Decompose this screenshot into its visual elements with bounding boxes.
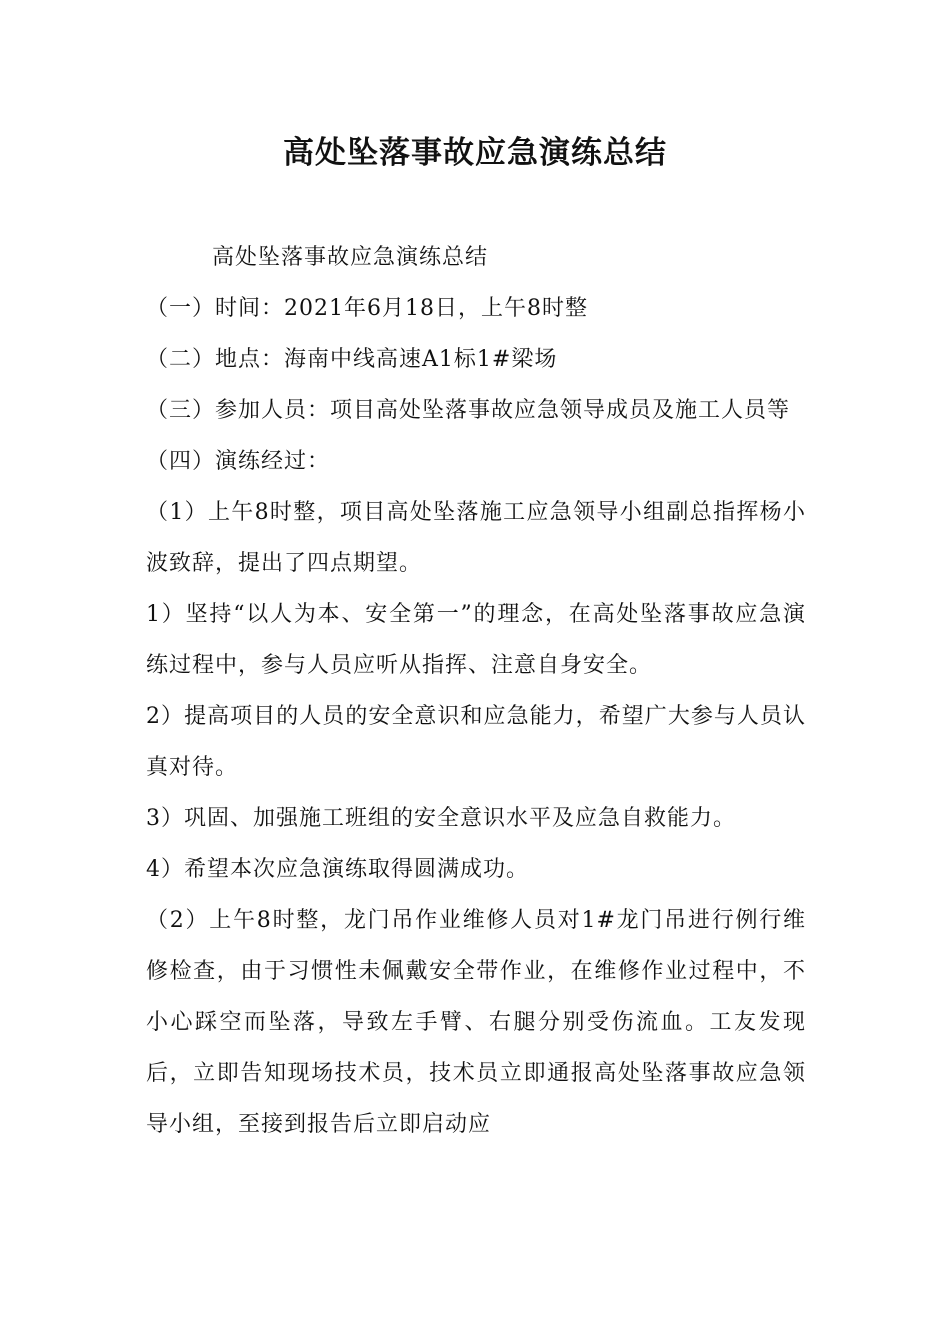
paragraph-participants: （三）参加人员：项目高处坠落事故应急领导成员及施工人员等 — [146, 398, 791, 423]
paragraph-expectation-4: 4）希望本次应急演练取得圆满成功。 — [146, 857, 529, 882]
subtitle-paragraph: 高处坠落事故应急演练总结 — [212, 245, 489, 270]
document-title: 高处坠落事故应急演练总结 — [283, 135, 667, 171]
paragraph-expectation-1: 1）坚持“以人为本、安全第一”的理念，在高处坠落事故应急演练过程中，参与人员应听从指挥、注意自身安全。 — [146, 602, 806, 678]
paragraph-step-1: （1）上午8时整，项目高处坠落施工应急领导小组副总指挥杨小波致辞，提出了四点期望。 — [146, 500, 806, 576]
paragraph-expectation-3: 3）巩固、加强施工班组的安全意识水平及应急自救能力。 — [146, 806, 736, 831]
paragraph-expectation-2: 2）提高项目的人员的安全意识和应急能力，希望广大参与人员认真对待。 — [146, 704, 806, 780]
paragraph-time: （一）时间：2021年6月18日，上午8时整 — [146, 296, 588, 321]
paragraph-process-heading: （四）演练经过： — [146, 449, 331, 474]
paragraph-step-2: （2）上午8时整，龙门吊作业维修人员对1#龙门吊进行例行维修检查，由于习惯性未佩戴安全带作业，在维修作业过程中，不小心踩空而坠落，导致左手臂、右腿分别受伤流血。工友发现后，立即告知现场技术员，技术员立即通报高处坠落事故应急领导小组，至接到报告后立即启动应 — [146, 908, 806, 1137]
paragraph-location: （二）地点：海南中线高速A1标1#梁场 — [146, 347, 558, 372]
document-body — [146, 232, 806, 1150]
